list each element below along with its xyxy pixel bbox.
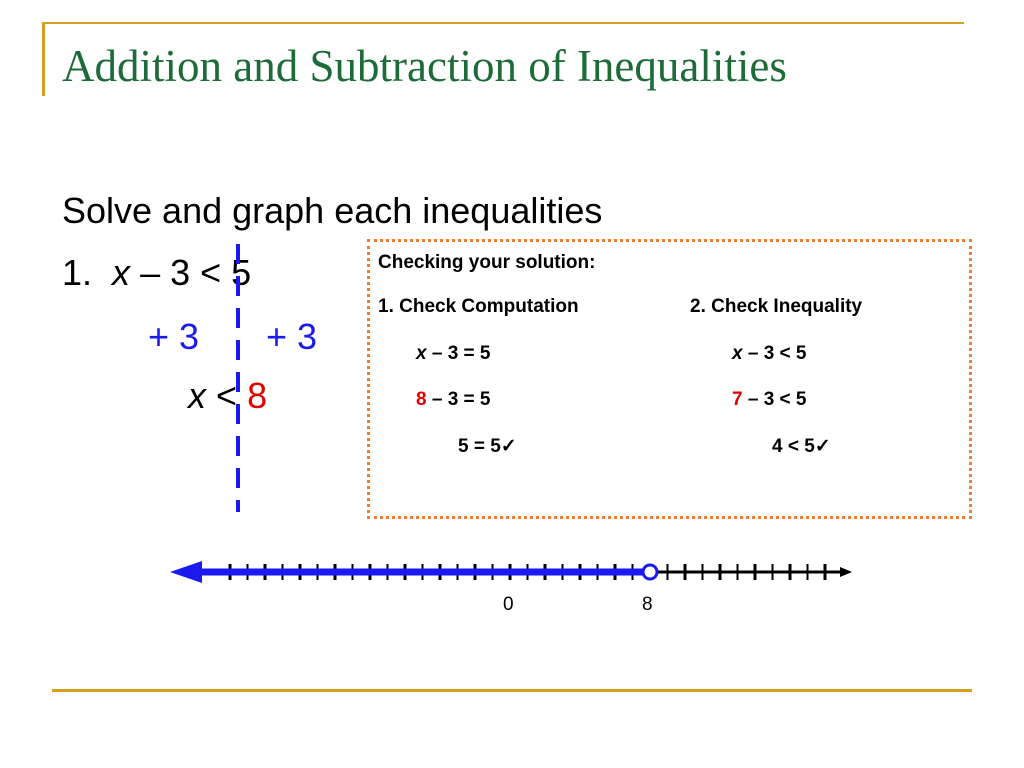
axis-arrow-right	[840, 567, 852, 577]
comp-line-3-text: 5 = 5	[458, 436, 501, 457]
check-inequality-heading: 2. Check Inequality	[690, 296, 863, 317]
check-computation-heading: 1. Check Computation	[378, 296, 579, 317]
result-variable: x	[188, 375, 206, 416]
ineq-line-2-value: 7	[732, 389, 743, 410]
ineq-line-1	[732, 343, 807, 365]
tick-label-8: 8	[642, 594, 653, 615]
checkmark-icon: ✓	[814, 436, 831, 457]
comp-line-1-var: x	[416, 343, 427, 364]
result-equation	[188, 375, 267, 417]
ineq-line-3-text: 4 < 5	[772, 436, 815, 457]
check-heading: Checking your solution:	[378, 252, 596, 273]
number-line	[160, 550, 860, 600]
accent-line-top	[42, 22, 964, 24]
problem-variable: x	[112, 252, 131, 293]
solution-arrow	[170, 561, 202, 583]
ineq-line-2-rest: – 3 < 5	[747, 389, 807, 410]
open-circle-boundary	[643, 565, 657, 579]
ineq-line-2	[732, 389, 807, 411]
comp-line-1	[416, 343, 491, 365]
instruction-text: Solve and graph each inequalities	[62, 190, 603, 231]
check-solution-box	[367, 239, 972, 519]
slide-title: Addition and Subtraction of Inequalities	[62, 41, 787, 91]
comp-line-1-rest: – 3 = 5	[431, 343, 491, 364]
comp-line-3	[458, 435, 517, 458]
problem-equation	[62, 252, 251, 294]
ineq-line-1-rest: – 3 < 5	[747, 343, 807, 364]
comp-line-2	[416, 389, 491, 411]
result-sign: <	[216, 375, 238, 416]
problem-number: 1.	[62, 252, 93, 293]
tick-label-0: 0	[503, 594, 514, 615]
add-step-left: + 3	[148, 316, 200, 357]
ineq-line-1-var: x	[732, 343, 743, 364]
comp-line-2-value: 8	[416, 389, 427, 410]
accent-line-vertical	[42, 22, 45, 96]
ineq-line-3	[772, 435, 831, 458]
result-value: 8	[247, 375, 268, 416]
dashed-divider	[230, 244, 250, 514]
problem-rest: – 3 < 5	[140, 252, 252, 293]
accent-line-bottom	[52, 689, 972, 692]
checkmark-icon: ✓	[500, 436, 517, 457]
add-step-right: + 3	[266, 316, 318, 357]
comp-line-2-rest: – 3 = 5	[431, 389, 491, 410]
